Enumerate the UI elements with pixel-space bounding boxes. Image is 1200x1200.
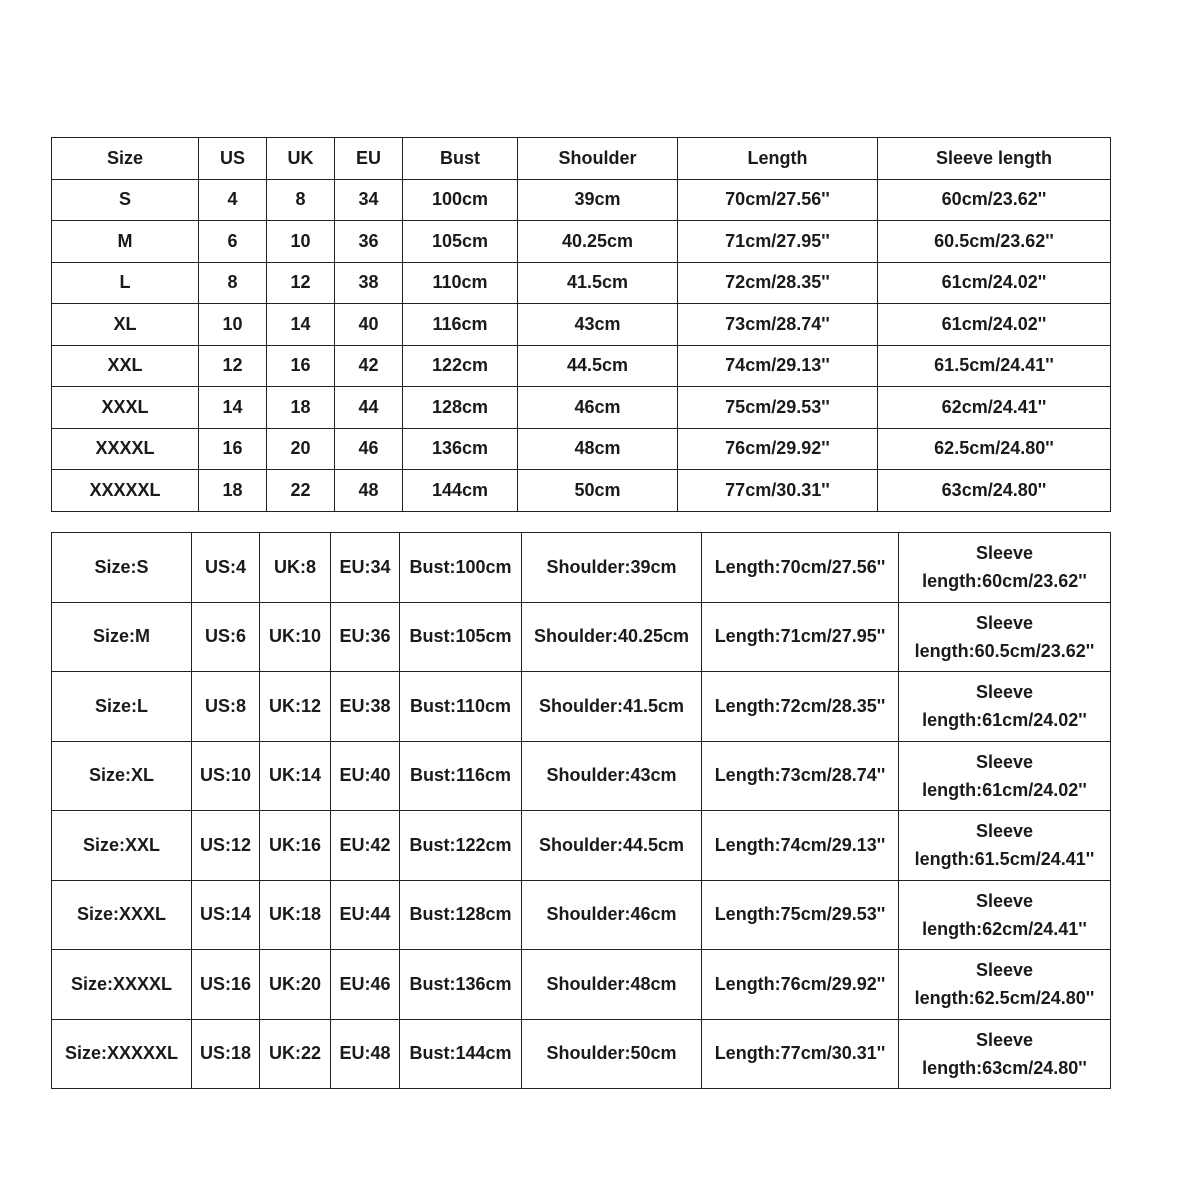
- table-cell: EU:34: [331, 533, 400, 603]
- table-cell: XXXXL: [52, 428, 199, 470]
- table-cell: 61.5cm/24.41'': [878, 345, 1111, 387]
- table-cell: 46cm: [518, 387, 678, 429]
- table-cell: UK:20: [260, 950, 331, 1020]
- table-cell: XXXL: [52, 387, 199, 429]
- table-cell: US:18: [192, 1019, 260, 1089]
- column-header: EU: [335, 138, 403, 180]
- table-cell: US:14: [192, 880, 260, 950]
- table-cell: 8: [199, 262, 267, 304]
- table-cell: 77cm/30.31'': [678, 470, 878, 512]
- table-cell: 4: [199, 179, 267, 221]
- table-cell: 12: [199, 345, 267, 387]
- table-cell: US:12: [192, 811, 260, 881]
- table-cell: 40.25cm: [518, 221, 678, 263]
- table-cell: 50cm: [518, 470, 678, 512]
- table-cell: EU:48: [331, 1019, 400, 1089]
- table-cell: Sleeve length:60.5cm/23.62'': [899, 602, 1111, 672]
- table-cell: Sleeve length:61.5cm/24.41'': [899, 811, 1111, 881]
- table-cell: 62.5cm/24.80'': [878, 428, 1111, 470]
- table-cell: Shoulder:43cm: [522, 741, 702, 811]
- table-cell: Length:74cm/29.13'': [702, 811, 899, 881]
- table-cell: 44.5cm: [518, 345, 678, 387]
- table-cell: Bust:116cm: [400, 741, 522, 811]
- table-cell: Size:XXXL: [52, 880, 192, 950]
- column-header: Length: [678, 138, 878, 180]
- table-cell: 16: [199, 428, 267, 470]
- table-row: [52, 602, 1111, 672]
- table-cell: 62cm/24.41'': [878, 387, 1111, 429]
- table-cell: 39cm: [518, 179, 678, 221]
- table-cell: Shoulder:46cm: [522, 880, 702, 950]
- table-cell: 44: [335, 387, 403, 429]
- table-cell: 40: [335, 304, 403, 346]
- table-cell: Shoulder:44.5cm: [522, 811, 702, 881]
- table-cell: Bust:100cm: [400, 533, 522, 603]
- table-row: [52, 672, 1111, 742]
- table-cell: Bust:136cm: [400, 950, 522, 1020]
- table-cell: 42: [335, 345, 403, 387]
- table-cell: Shoulder:48cm: [522, 950, 702, 1020]
- table-cell: 136cm: [403, 428, 518, 470]
- table-cell: 14: [267, 304, 335, 346]
- table-cell: US:8: [192, 672, 260, 742]
- table-cell: Shoulder:40.25cm: [522, 602, 702, 672]
- table-row: [52, 811, 1111, 881]
- table-cell: EU:36: [331, 602, 400, 672]
- table-cell: US:6: [192, 602, 260, 672]
- table-cell: 74cm/29.13'': [678, 345, 878, 387]
- column-header: Sleeve length: [878, 138, 1111, 180]
- table-cell: UK:12: [260, 672, 331, 742]
- table-cell: 116cm: [403, 304, 518, 346]
- table-cell: UK:8: [260, 533, 331, 603]
- table-cell: Size:XXXXXL: [52, 1019, 192, 1089]
- table-cell: Bust:122cm: [400, 811, 522, 881]
- table-cell: 61cm/24.02'': [878, 304, 1111, 346]
- table-row: [52, 741, 1111, 811]
- table-cell: Sleeve length:62cm/24.41'': [899, 880, 1111, 950]
- column-header: UK: [267, 138, 335, 180]
- table-cell: Sleeve length:62.5cm/24.80'': [899, 950, 1111, 1020]
- table-cell: 16: [267, 345, 335, 387]
- table-cell: Length:73cm/28.74'': [702, 741, 899, 811]
- table-cell: Size:L: [52, 672, 192, 742]
- table-cell: Sleeve length:60cm/23.62'': [899, 533, 1111, 603]
- table-cell: 70cm/27.56'': [678, 179, 878, 221]
- table-row: [52, 262, 1111, 304]
- table-cell: 34: [335, 179, 403, 221]
- table-cell: Sleeve length:61cm/24.02'': [899, 741, 1111, 811]
- table-cell: 10: [199, 304, 267, 346]
- table-cell: US:16: [192, 950, 260, 1020]
- table-cell: EU:40: [331, 741, 400, 811]
- table-cell: UK:22: [260, 1019, 331, 1089]
- table-cell: 110cm: [403, 262, 518, 304]
- table-cell: 72cm/28.35'': [678, 262, 878, 304]
- table-cell: 105cm: [403, 221, 518, 263]
- table-cell: XXXXXL: [52, 470, 199, 512]
- table-cell: 18: [199, 470, 267, 512]
- table-cell: 12: [267, 262, 335, 304]
- table-cell: 128cm: [403, 387, 518, 429]
- table-cell: 73cm/28.74'': [678, 304, 878, 346]
- table-cell: 100cm: [403, 179, 518, 221]
- table-cell: 63cm/24.80'': [878, 470, 1111, 512]
- table-cell: Bust:128cm: [400, 880, 522, 950]
- table-cell: Length:76cm/29.92'': [702, 950, 899, 1020]
- table-cell: L: [52, 262, 199, 304]
- table-cell: UK:14: [260, 741, 331, 811]
- table-cell: Bust:110cm: [400, 672, 522, 742]
- table-cell: M: [52, 221, 199, 263]
- table-cell: 46: [335, 428, 403, 470]
- table-row: [52, 428, 1111, 470]
- table-cell: 75cm/29.53'': [678, 387, 878, 429]
- table-cell: 36: [335, 221, 403, 263]
- table-cell: 20: [267, 428, 335, 470]
- table-cell: 61cm/24.02'': [878, 262, 1111, 304]
- table-row: [52, 221, 1111, 263]
- table-cell: Length:75cm/29.53'': [702, 880, 899, 950]
- table-row: [52, 880, 1111, 950]
- table-cell: 76cm/29.92'': [678, 428, 878, 470]
- table-cell: Bust:144cm: [400, 1019, 522, 1089]
- table-cell: 8: [267, 179, 335, 221]
- table-row: [52, 533, 1111, 603]
- table-cell: 48: [335, 470, 403, 512]
- table-cell: Size:XXL: [52, 811, 192, 881]
- table-cell: UK:18: [260, 880, 331, 950]
- table-cell: UK:10: [260, 602, 331, 672]
- table-cell: 122cm: [403, 345, 518, 387]
- table-cell: 6: [199, 221, 267, 263]
- table-cell: XXL: [52, 345, 199, 387]
- table-cell: US:4: [192, 533, 260, 603]
- table-row: [52, 345, 1111, 387]
- header-row: [52, 138, 1111, 180]
- table-cell: 22: [267, 470, 335, 512]
- size-chart-table: [51, 137, 1111, 512]
- table-cell: Length:77cm/30.31'': [702, 1019, 899, 1089]
- table-cell: 43cm: [518, 304, 678, 346]
- table-cell: 144cm: [403, 470, 518, 512]
- table-cell: Size:M: [52, 602, 192, 672]
- table-cell: Bust:105cm: [400, 602, 522, 672]
- table-cell: EU:44: [331, 880, 400, 950]
- table-cell: 48cm: [518, 428, 678, 470]
- table-cell: Shoulder:50cm: [522, 1019, 702, 1089]
- table-row: [52, 470, 1111, 512]
- table-row: [52, 950, 1111, 1020]
- table-cell: 41.5cm: [518, 262, 678, 304]
- table-cell: US:10: [192, 741, 260, 811]
- table-cell: UK:16: [260, 811, 331, 881]
- table-cell: Sleeve length:63cm/24.80'': [899, 1019, 1111, 1089]
- table-cell: Shoulder:39cm: [522, 533, 702, 603]
- table-cell: EU:38: [331, 672, 400, 742]
- table-cell: XL: [52, 304, 199, 346]
- table-cell: 38: [335, 262, 403, 304]
- table-row: [52, 387, 1111, 429]
- table-cell: Length:70cm/27.56'': [702, 533, 899, 603]
- table-cell: Size:XL: [52, 741, 192, 811]
- labeled-size-chart-table: [51, 532, 1111, 1089]
- table-cell: EU:46: [331, 950, 400, 1020]
- table-cell: Size:S: [52, 533, 192, 603]
- table-cell: Size:XXXXL: [52, 950, 192, 1020]
- table-cell: 60.5cm/23.62'': [878, 221, 1111, 263]
- column-header: Shoulder: [518, 138, 678, 180]
- table-cell: 14: [199, 387, 267, 429]
- column-header: Bust: [403, 138, 518, 180]
- table-cell: 10: [267, 221, 335, 263]
- table-row: [52, 304, 1111, 346]
- table-cell: Length:72cm/28.35'': [702, 672, 899, 742]
- table-row: [52, 1019, 1111, 1089]
- table-cell: Shoulder:41.5cm: [522, 672, 702, 742]
- table-cell: Length:71cm/27.95'': [702, 602, 899, 672]
- table-row: [52, 179, 1111, 221]
- table-cell: 71cm/27.95'': [678, 221, 878, 263]
- table-cell: 18: [267, 387, 335, 429]
- table-cell: 60cm/23.62'': [878, 179, 1111, 221]
- column-header: US: [199, 138, 267, 180]
- table-cell: S: [52, 179, 199, 221]
- column-header: Size: [52, 138, 199, 180]
- table-cell: EU:42: [331, 811, 400, 881]
- table-cell: Sleeve length:61cm/24.02'': [899, 672, 1111, 742]
